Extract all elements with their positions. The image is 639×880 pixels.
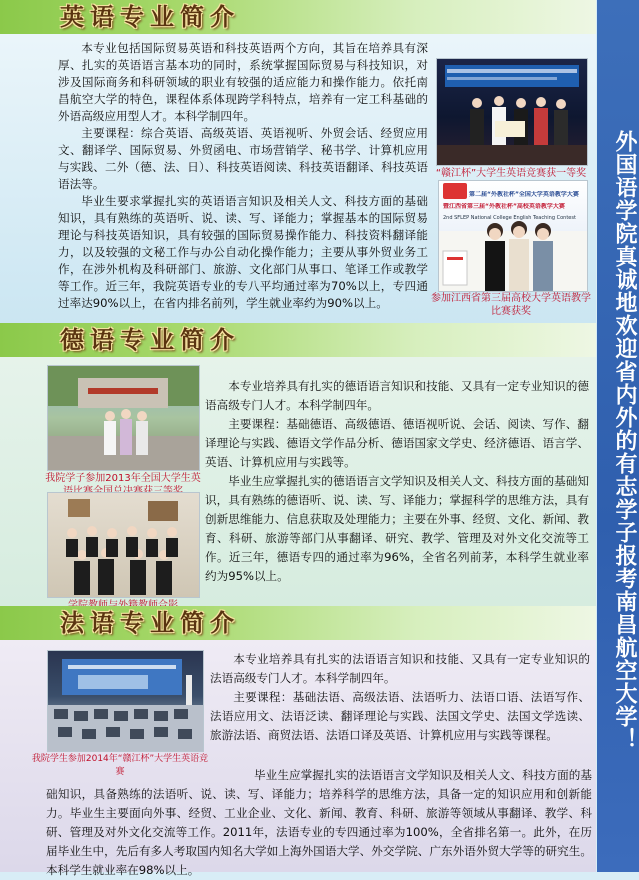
english-award-caption: “赣江杯”大学生英语竞赛获一等奖: [435, 168, 587, 179]
english-award-photo: [436, 58, 588, 166]
german-intro: 本专业培养具有扎实的德语语言知识和技能、又具有一定专业知识的德语高级专门人才。本科学制四年。: [205, 379, 589, 412]
french-intro: 本专业培养具有扎实的法语语言知识和技能、又具有一定专业知识的法语高级专门人才。本科学制四年。: [210, 652, 590, 685]
german-students-photo: [47, 365, 200, 471]
german-title-band: [0, 323, 596, 357]
students-outdoor-image: [48, 366, 199, 470]
french-graduates: 毕业生应掌握扎实的法语语言文学知识及相关人文、科技方面的基础知识，具备熟练的法语听、说、读、写、译能力；培养科学的思维方法，具备一定的知识应用和创新能力。毕业生主要面向外事、经贸、工业企业、文化、新闻、教育、科研、旅游等领域从事翻译、教学、科研、管理及对外文化交流等工作。2011年，法语专业的专四通过率为100%，全省排名第一。此外，在历届毕业生中，先后有多人考取国内知名大学如上海外国语大学、外交学院、广东外语外贸大学等的研究生。本科学生就业率在98%以上。: [46, 768, 592, 877]
german-courses: 主要课程：基础德语、高级德语、德语视听说、会话、阅读、写作、翻译理论与实践、德语文学作品分析、德语国家文学史、经济德语、语言学、英语、计算机应用与实践等。: [205, 417, 589, 469]
english-title-band: [0, 0, 596, 34]
contest-banner-line2: 暨江西省第三届“外教社杯”高校英语教学大赛: [443, 203, 565, 210]
french-courses: 主要课程：基础法语、高级法语、法语听力、法语口语、法语写作、法语应用文、法语泛读、翻译理论与实践、法国文学史、法国文学选读、旅游法语、商贸法语、法语口译及英语、计算机应用与实践等课程。: [210, 690, 590, 742]
welcome-sidebar: [597, 0, 639, 872]
english-text: [58, 40, 428, 312]
english-graduates: 毕业生要求掌握扎实的英语语言知识及相关人文、科技方面的基础知识，具有熟练的英语听、说、读、写、译能力；掌握基本的国际贸易理论与科技英语知识，具有较强的国际贸易操作能力、科技资料翻译能力，以及较强的文秘工作与办公自动化操作能力；主要从事外贸业务工作，在涉外机构及科研部门、旅游、文化部门从事口、笔译工作或教学等工作。近三年，我院英语专业的专八平均通过率为70%以上，专四通过率达90%以上，在省内排名前列，学生就业率约为90%以上。: [58, 194, 428, 310]
teachers-group-image: [48, 493, 199, 597]
german-teachers-photo: [47, 492, 200, 598]
french-title-band: [0, 606, 596, 640]
english-title: 英语专业简介: [60, 3, 240, 31]
welcome-slogan: 外国语学院真诚地欢迎省内外的有志学子报考南昌航空大学！: [612, 130, 637, 751]
english-contest-photo: [438, 180, 588, 292]
french-section: [0, 606, 596, 877]
award-ceremony-image: [437, 59, 587, 165]
french-top-text: [210, 650, 590, 745]
contest-people-image: [439, 181, 587, 291]
contest-banner-line3: 2nd SFLEP National College English Teaching Contest: [443, 215, 576, 221]
french-title: 法语专业简介: [60, 609, 240, 637]
german-text: [205, 377, 589, 586]
competition-hall-image: [48, 651, 203, 751]
english-courses: 主要课程：综合英语、高级英语、英语视听、外贸会话、经贸应用文、翻译学、国际贸易、外贸函电、市场营销学、秘书学、计算机应用与实践、二外（德、法、日）、科技英语阅读、科技英语翻译、科技英语语法等。: [58, 126, 428, 191]
german-graduates: 毕业生应掌握扎实的德语语言文学知识及相关人文、科技方面的基础知识，具有熟练的德语听、说、读、写、译能力；掌握科学的思维方法，具有创新思维能力、信息获取及处理能力；主要在外事、经贸、文化、新闻、教育、科研、旅游等部门从事翻译、研究、教学、管理及对外文化交流等工作。近三年，德语专四的通过率为96%，全省名列前茅，本科学生就业率约为95%以上。: [205, 474, 589, 583]
english-contest-caption: 参加江西省第三届高校大学英语教学比赛获奖: [431, 293, 591, 317]
french-competition-caption: 我院学生参加2014年“赣江杯”大学生英语竞赛: [31, 754, 209, 777]
french-competition-photo: [47, 650, 204, 752]
english-section: [0, 0, 596, 323]
german-students-caption: 我院学子参加2013年全国大学生英: [45, 473, 201, 484]
english-intro: 本专业包括国际贸易英语和科技英语两个方向，其旨在培养具有深厚、扎实的英语语言基本功的同时，系统掌握国际贸易与科技知识，对涉及国际商务和科研领域的职业有较强的适应能力和操作能力。依托南昌航空大学的特色，课程体系体现跨学科特点，培养有一定工科基础的外语高级应用型人才。本科学制四年。: [58, 41, 428, 123]
french-bottom-text: [46, 766, 592, 880]
german-title: 德语专业简介: [60, 326, 240, 354]
contest-banner-line1: 第二届“外教社杯”全国大学英语教学大赛: [469, 191, 579, 198]
german-section: [0, 323, 596, 606]
